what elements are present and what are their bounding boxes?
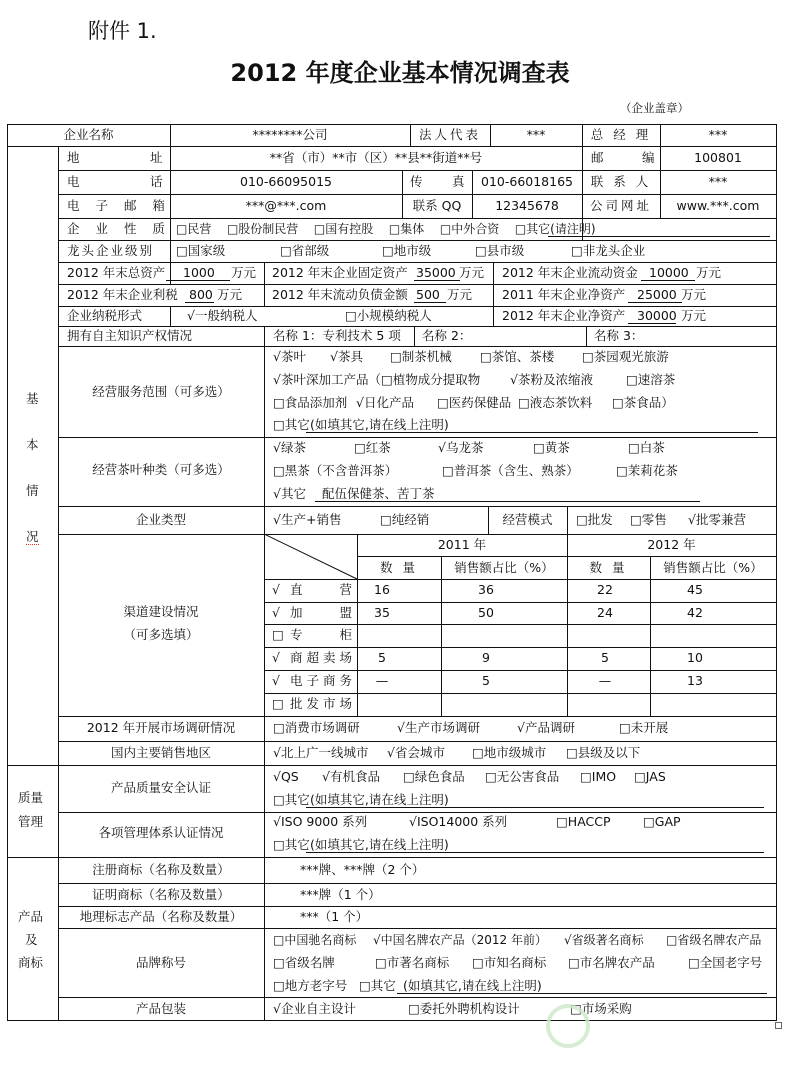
section-quality-line-2: 管理 xyxy=(18,814,44,829)
channel-name: 直 营 xyxy=(290,582,357,597)
tea-jasmine[interactable]: □茉莉花茶 xyxy=(616,463,678,478)
region-capital[interactable]: √省会城市 xyxy=(387,745,445,760)
research-product[interactable]: √产品调研 xyxy=(517,720,575,735)
scope-label: 经营服务范围（可多选） xyxy=(92,384,230,399)
tea-oolong[interactable]: √乌龙茶 xyxy=(438,440,484,455)
title-city-agri[interactable]: □市名牌农产品 xyxy=(568,955,655,970)
legal-rep-label: 法人代表 xyxy=(418,127,481,142)
scope-other[interactable]: □其它 xyxy=(273,417,310,432)
scope-instant[interactable]: □速溶茶 xyxy=(626,372,676,387)
legal-rep-value[interactable]: *** xyxy=(526,127,546,142)
channel-check[interactable]: √ xyxy=(272,605,280,620)
title-national-old[interactable]: □全国老字号 xyxy=(688,955,763,970)
type-production-sales[interactable]: √生产+销售 xyxy=(273,512,342,527)
title-city-known-tm[interactable]: □市知名商标 xyxy=(472,955,547,970)
title-other-underline[interactable] xyxy=(397,993,767,994)
section-brand-line-3: 商标 xyxy=(18,955,44,970)
section-basic-char-3: 情 xyxy=(26,483,39,498)
gm-value[interactable]: *** xyxy=(708,127,728,142)
qq-label: 联系 QQ xyxy=(412,198,462,213)
cert-qs[interactable]: √QS xyxy=(273,769,299,784)
address-label-l: 地 xyxy=(67,150,80,165)
pct-2012-cell[interactable]: 13 xyxy=(687,673,703,688)
cert-imo[interactable]: □IMO xyxy=(580,769,617,784)
mgmt-haccp[interactable]: □HACCP xyxy=(556,814,611,829)
email-label: 电 子 邮 箱 xyxy=(67,198,171,213)
leader-opt-national[interactable]: □国家级 xyxy=(176,243,226,258)
title-prov-famous-tm[interactable]: √省级著名商标 xyxy=(564,933,644,947)
nature-label: 企 业 性 质 xyxy=(67,221,171,236)
pct-2011-cell[interactable]: 9 xyxy=(482,650,490,665)
title-china-famous-agri[interactable]: √中国名牌农产品（2012 年前） xyxy=(373,933,548,947)
leader-label: 龙头企业级别 xyxy=(67,243,155,258)
qty-2012-cell[interactable]: 5 xyxy=(601,650,609,665)
cert-label: 产品质量安全认证 xyxy=(110,780,211,795)
attachment-label: 附件 1. xyxy=(88,19,157,43)
pack-market[interactable]: □市场采购 xyxy=(570,1001,632,1016)
cert-pollution-free[interactable]: □无公害食品 xyxy=(485,769,560,784)
title-prov-brand[interactable]: □省级名牌 xyxy=(273,955,335,970)
net-assets-2011-unit: 万元 xyxy=(681,287,707,302)
cert-other-underline[interactable] xyxy=(306,807,764,808)
contact-label: 联 系 人 xyxy=(590,174,652,189)
section-basic-char-4: 况 xyxy=(26,529,39,544)
ip-name-1[interactable]: 名称 1：专利技术 5 项 xyxy=(273,328,401,343)
channel-check[interactable]: √ xyxy=(272,673,280,688)
title-other-note: (如填其它,请在线上注明) xyxy=(403,978,542,993)
cert-jas[interactable]: □JAS xyxy=(634,769,666,784)
current-liab-unit: 万元 xyxy=(447,287,473,302)
pct-2011-cell[interactable]: 50 xyxy=(478,605,494,620)
leader-opt-provincial[interactable]: □省部级 xyxy=(280,243,330,258)
research-production[interactable]: √生产市场调研 xyxy=(397,720,480,735)
tea-white[interactable]: □白茶 xyxy=(628,440,665,455)
channel-label: 渠道建设情况 xyxy=(123,604,199,619)
scope-deep-processing[interactable]: √茶叶深加工产品（□植物成分提取物 xyxy=(273,372,481,387)
total-assets-value[interactable]: 1000 xyxy=(183,265,215,280)
channel-sub-label: （可多选填） xyxy=(123,627,199,642)
email-value[interactable]: ***@***.com xyxy=(245,198,327,213)
channel-name: 商超卖场 xyxy=(290,650,357,665)
postcode-label-l: 邮 xyxy=(591,150,604,165)
cert-trademark-label: 证明商标（名称及数量） xyxy=(92,887,230,902)
pct-2011-header: 销售额占比（%） xyxy=(454,560,554,575)
company-name-value[interactable]: ********公司 xyxy=(252,127,328,142)
tea-yellow[interactable]: □黄茶 xyxy=(533,440,570,455)
profit-tax-label: 2012 年末企业利税 xyxy=(67,287,178,302)
section-brand-line-2: 及 xyxy=(25,932,38,947)
scope-additive[interactable]: □食品添加剂 xyxy=(273,395,348,410)
phone-label-r: 话 xyxy=(150,174,163,189)
channel-check[interactable]: √ xyxy=(272,650,280,665)
region-label: 国内主要销售地区 xyxy=(110,745,211,760)
brand-title-label: 品牌称号 xyxy=(135,955,186,970)
address-value[interactable]: **省（市）**市（区）**县**街道**号 xyxy=(269,150,483,165)
qty-2011-header: 数 量 xyxy=(380,560,418,575)
tax-form-small[interactable]: □小规模纳税人 xyxy=(345,308,432,323)
cert-other[interactable]: □其它 xyxy=(273,792,310,807)
qty-2011-cell[interactable]: 16 xyxy=(374,582,390,597)
pct-2012-cell[interactable]: 10 xyxy=(687,650,703,665)
current-liab-value[interactable]: 500 xyxy=(416,287,440,302)
geo-product-value[interactable]: ***（1 个） xyxy=(300,909,369,924)
enterprise-type-label: 企业类型 xyxy=(135,512,186,527)
region-prefecture[interactable]: □地市级城市 xyxy=(472,745,547,760)
channel-check[interactable]: □ xyxy=(272,696,284,711)
section-basic-char-1: 基 xyxy=(26,391,39,406)
reg-trademark-label: 注册商标（名称及数量） xyxy=(92,862,230,877)
tea-dark[interactable]: □黑茶（不含普洱茶） xyxy=(273,463,398,478)
scope-daily-chem[interactable]: √日化产品 xyxy=(356,395,414,410)
fixed-assets-label: 2012 年末企业固定资产 xyxy=(272,265,408,280)
qty-2011-cell[interactable]: — xyxy=(375,673,389,688)
scope-tourism[interactable]: □茶园观光旅游 xyxy=(582,349,669,364)
scope-machinery[interactable]: □制茶机械 xyxy=(390,349,452,364)
scope-teaware[interactable]: √茶具 xyxy=(330,349,363,364)
net-assets-2012-unit: 万元 xyxy=(681,308,707,323)
website-value[interactable]: www.***.com xyxy=(676,198,760,213)
region-county[interactable]: □县级及以下 xyxy=(566,745,641,760)
pct-2012-header: 销售额占比（%） xyxy=(663,560,763,575)
leader-opt-none[interactable]: □非龙头企业 xyxy=(571,243,646,258)
tax-form-general[interactable]: √一般纳税人 xyxy=(187,308,258,323)
channel-check[interactable]: □ xyxy=(272,627,284,642)
section-brand-line-1: 产品 xyxy=(18,909,44,924)
total-assets-label: 2012 年末总资产 xyxy=(67,265,166,280)
scope-tea-food[interactable]: □茶食品） xyxy=(612,395,674,410)
title-local-old[interactable]: □地方老字号 xyxy=(273,978,348,993)
fixed-assets-unit: 万元 xyxy=(459,265,485,280)
leader-opt-county[interactable]: □县市级 xyxy=(475,243,525,258)
tea-green[interactable]: √绿茶 xyxy=(273,440,306,455)
research-consumer[interactable]: □消费市场调研 xyxy=(273,720,360,735)
region-tier1[interactable]: √北上广一线城市 xyxy=(273,745,369,760)
mode-retail[interactable]: □零售 xyxy=(630,512,667,527)
pack-outsourced[interactable]: □委托外聘机构设计 xyxy=(408,1001,520,1016)
pack-self-design[interactable]: √企业自主设计 xyxy=(273,1001,356,1016)
page-title: 2012 年度企业基本情况调查表 xyxy=(230,59,570,87)
pct-2011-cell[interactable]: 5 xyxy=(482,673,490,688)
leader-opt-city[interactable]: □地市级 xyxy=(382,243,432,258)
nature-options[interactable]: □民营 □股份制民营 □国有控股 □集体 □中外合资 □其它(请注明) xyxy=(176,222,596,236)
phone-label-l: 电 xyxy=(67,174,80,189)
scope-tea[interactable]: √茶叶 xyxy=(273,349,306,364)
cert-other-note: (如填其它,请在线上注明) xyxy=(310,792,449,807)
postcode-value[interactable]: 100801 xyxy=(694,150,742,165)
year-2011-header: 2011 年 xyxy=(437,537,487,552)
title-city-famous-tm[interactable]: □市著名商标 xyxy=(375,955,450,970)
scope-powder[interactable]: √茶粉及浓缩液 xyxy=(510,372,593,387)
packaging-label: 产品包装 xyxy=(135,1001,186,1016)
tax-form-label: 企业纳税形式 xyxy=(67,308,143,323)
tea-type-label: 经营茶叶种类（可多选） xyxy=(92,462,230,477)
qty-2012-cell[interactable]: 24 xyxy=(597,605,613,620)
type-distribution[interactable]: □纯经销 xyxy=(380,512,430,527)
title-china-wellknown[interactable]: □中国驰名商标 xyxy=(273,933,357,947)
mgmt-iso9000[interactable]: √ISO 9000 系列 xyxy=(273,814,368,829)
gm-label: 总 经 理 xyxy=(590,127,652,142)
company-name-label: 企业名称 xyxy=(63,127,114,142)
ip-name-2[interactable]: 名称 2： xyxy=(422,328,472,343)
mgmt-iso14000[interactable]: √ISO14000 系列 xyxy=(409,814,508,829)
profit-tax-unit: 万元 xyxy=(217,287,243,302)
tea-puer[interactable]: □普洱茶（含生、熟茶） xyxy=(442,463,579,478)
mgmt-gap[interactable]: □GAP xyxy=(643,814,681,829)
channel-check[interactable]: √ xyxy=(272,582,280,597)
nature-other-underline[interactable] xyxy=(548,236,770,237)
net-assets-2011-value[interactable]: 25000 xyxy=(637,287,677,302)
net-assets-2012-label: 2012 年末企业净资产 xyxy=(502,308,626,323)
postcode-label-r: 编 xyxy=(642,150,655,165)
qty-2012-cell[interactable]: 22 xyxy=(597,582,613,597)
qq-value[interactable]: 12345678 xyxy=(495,198,559,213)
diagonal-header-line xyxy=(264,534,358,580)
net-assets-2012-value[interactable]: 30000 xyxy=(637,308,677,323)
tea-other[interactable]: √其它 xyxy=(273,486,306,501)
fixed-assets-value[interactable]: 35000 xyxy=(416,265,456,280)
tea-other-value[interactable]: 配伍保健茶、苦丁茶 xyxy=(322,486,435,501)
cert-trademark-value[interactable]: ***牌（1 个） xyxy=(300,887,381,902)
channel-name: 电子商务 xyxy=(290,673,357,688)
scope-health[interactable]: □医药保健品 xyxy=(437,395,512,410)
website-label: 公司网址 xyxy=(589,198,652,213)
net-assets-2011-label: 2011 年末企业净资产 xyxy=(502,287,626,302)
scope-other-note: (如填其它,请在线上注明) xyxy=(310,417,449,432)
title-prov-agri[interactable]: □省级名牌农产品 xyxy=(666,933,762,947)
mode-both[interactable]: √批零兼营 xyxy=(688,512,746,527)
working-capital-value[interactable]: 10000 xyxy=(649,265,689,280)
reg-trademark-value[interactable]: ***牌、***牌（2 个） xyxy=(300,862,425,877)
qty-2011-cell[interactable]: 35 xyxy=(374,605,390,620)
seal-note: （企业盖章） xyxy=(620,101,689,115)
title-other[interactable]: □其它 xyxy=(359,978,396,993)
qty-2011-cell[interactable]: 5 xyxy=(378,650,386,665)
channel-name: 批发市场 xyxy=(290,696,357,711)
contact-value[interactable]: *** xyxy=(708,174,728,189)
total-assets-unit: 万元 xyxy=(231,265,257,280)
mgmt-label: 各项管理体系认证情况 xyxy=(98,825,224,840)
tea-black[interactable]: □红茶 xyxy=(354,440,391,455)
profit-tax-value[interactable]: 800 xyxy=(189,287,213,302)
ip-name-3[interactable]: 名称 3： xyxy=(594,328,644,343)
scope-other-underline[interactable] xyxy=(306,432,758,433)
channel-name: 加 盟 xyxy=(290,605,357,620)
business-mode-label: 经营模式 xyxy=(502,512,553,527)
phone-value[interactable]: 010-66095015 xyxy=(240,174,332,189)
address-label-r: 址 xyxy=(150,150,163,165)
pct-2012-cell[interactable]: 42 xyxy=(687,605,703,620)
fax-label-r: 真 xyxy=(452,174,465,189)
working-capital-unit: 万元 xyxy=(696,265,722,280)
year-2012-header: 2012 年 xyxy=(647,537,696,552)
pct-2011-cell[interactable]: 36 xyxy=(478,582,494,597)
section-quality-line-1: 质量 xyxy=(18,790,44,805)
qty-2012-cell[interactable]: — xyxy=(598,673,612,688)
working-capital-label: 2012 年末企业流动资金 xyxy=(502,265,638,280)
ip-label: 拥有自主知识产权情况 xyxy=(67,328,193,343)
mgmt-other[interactable]: □其它 xyxy=(273,837,310,852)
scope-teahouse[interactable]: □茶馆、茶楼 xyxy=(480,349,555,364)
section-basic-char-2: 本 xyxy=(26,437,39,452)
research-none[interactable]: □未开展 xyxy=(619,720,669,735)
geo-product-label: 地理标志产品（名称及数量） xyxy=(79,909,243,924)
mgmt-other-underline[interactable] xyxy=(306,852,764,853)
channel-name: 专 柜 xyxy=(290,627,357,642)
research-label: 2012 年开展市场调研情况 xyxy=(86,720,236,735)
paragraph-mark-icon xyxy=(775,1022,782,1029)
cert-organic[interactable]: √有机食品 xyxy=(322,769,380,784)
qty-2012-header: 数 量 xyxy=(589,560,628,575)
pct-2012-cell[interactable]: 45 xyxy=(687,582,703,597)
fax-value[interactable]: 010-66018165 xyxy=(481,174,573,189)
mgmt-other-note: (如填其它,请在线上注明) xyxy=(310,837,449,852)
fax-label-l: 传 xyxy=(410,174,423,189)
current-liab-label: 2012 年末流动负债金额 xyxy=(272,287,408,302)
cert-green[interactable]: □绿色食品 xyxy=(403,769,465,784)
watermark-logo-icon xyxy=(546,1004,590,1048)
scope-liquid[interactable]: □液态茶饮料 xyxy=(518,395,593,410)
mode-wholesale[interactable]: □批发 xyxy=(576,512,613,527)
